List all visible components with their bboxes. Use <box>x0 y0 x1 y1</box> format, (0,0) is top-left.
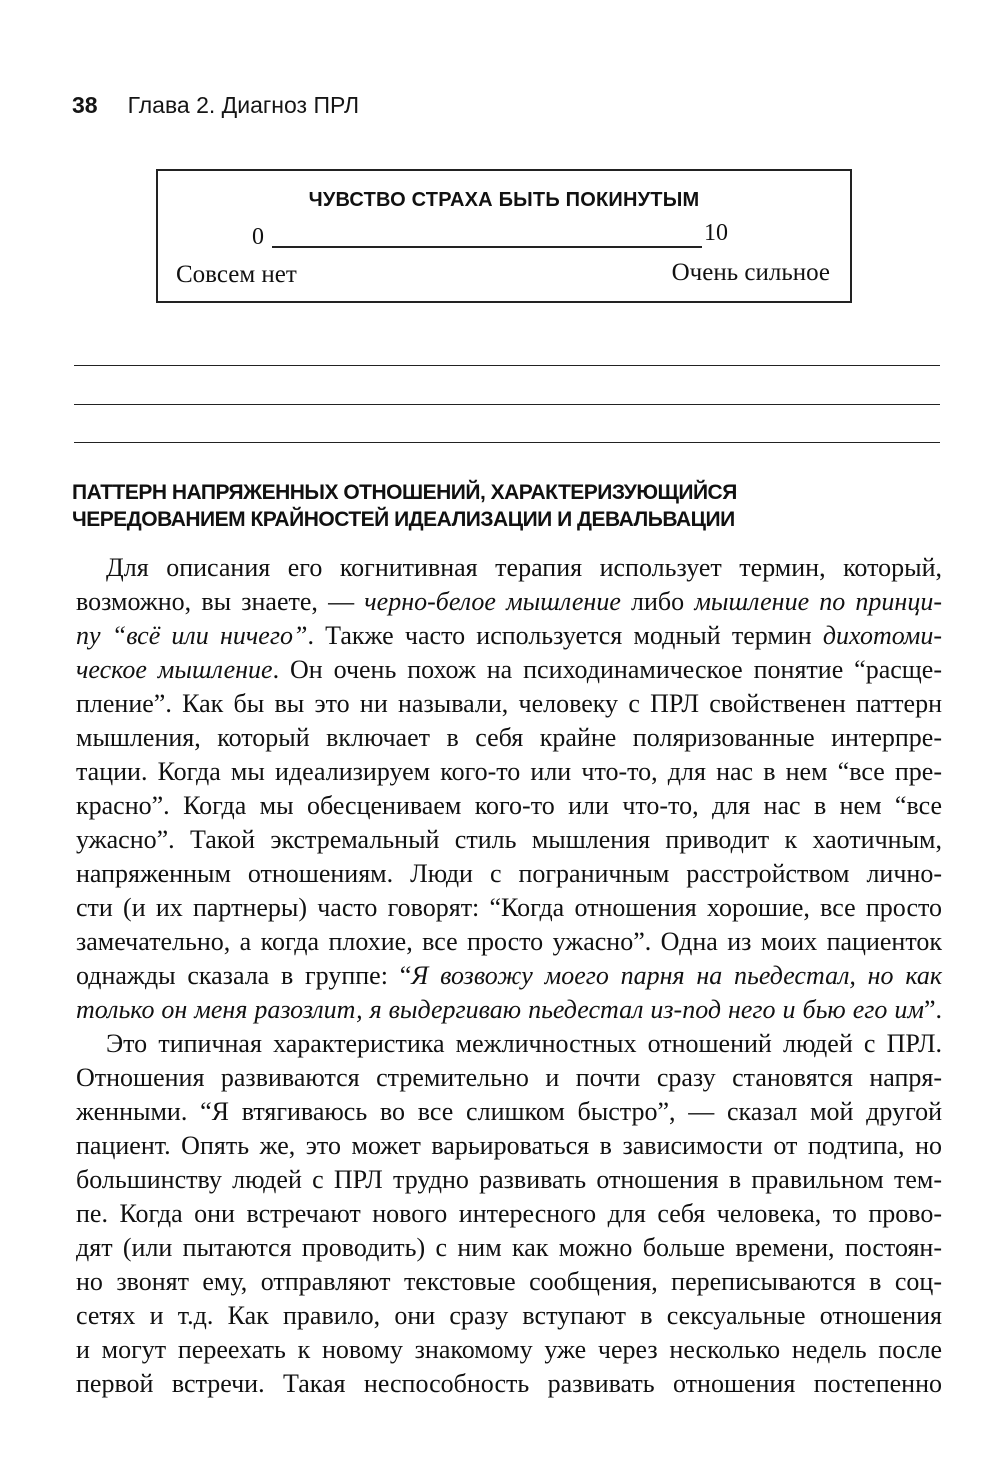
section-heading-line: ЧЕРЕДОВАНИЕМ КРАЙНОСТЕЙ ИДЕАЛИЗАЦИИ И ДЕВАЛЬВАЦИИ <box>72 508 735 531</box>
italic-term: ческое мышление <box>76 655 273 684</box>
writing-line <box>74 365 940 366</box>
text-line: только он меня разозлит, я выдергиваю пьедестал из-под него и бью его им”. <box>76 995 942 1024</box>
text-line: женными. “Я втягиваюсь во все слишком быстро”, — сказал мой другой <box>76 1097 942 1126</box>
text-line: замечательно, а когда плохие, все просто ужасно”. Одна из моих пациенток <box>76 927 942 956</box>
text-line: тации. Когда мы идеализируем кого-то или что-то, для нас в нем “все пре- <box>76 757 942 786</box>
section-heading-line: ПАТТЕРН НАПРЯЖЕННЫХ ОТНОШЕНИЙ, ХАРАКТЕРИЗУЮЩИЙСЯ <box>72 481 737 504</box>
italic-term: мышление по принци- <box>694 587 942 616</box>
writing-line <box>74 404 940 405</box>
scale-max-label: Очень сильное <box>671 259 830 286</box>
text-line: однажды сказала в группе: “Я возвожу моего парня на пьедестал, но как <box>76 961 942 990</box>
italic-term: дихотоми- <box>822 621 942 650</box>
running-head <box>72 92 359 119</box>
italic-term: черно-белое мышление <box>364 587 621 616</box>
italic-quote: Я возвожу моего парня на пьедестал, но как <box>411 961 942 990</box>
page-number: 38 <box>72 92 98 118</box>
text-line: пе. Когда они встречают нового интересного для себя человека, то прово- <box>76 1199 942 1228</box>
section-heading <box>72 479 932 533</box>
italic-term: пу “всё или ничего” <box>76 621 308 650</box>
text-line: дят (или пытаются проводить) с ним как можно больше времени, постоян- <box>76 1233 942 1262</box>
writing-line <box>74 442 940 443</box>
text-line: мышления, который включает в себя крайне поляризованные интерпре- <box>76 723 942 752</box>
text-line: Для описания его когнитивная терапия использует термин, который, <box>106 553 942 582</box>
chapter-title: Глава 2. Диагноз ПРЛ <box>127 92 360 118</box>
scale-line <box>272 246 702 248</box>
text-line: Это типичная характеристика межличностных отношений людей с ПРЛ. <box>106 1029 942 1058</box>
text-line: напряженным отношениям. Люди с пограничным расстройством лично- <box>76 859 942 888</box>
text-line: первой встречи. Такая неспособность развивать отношения постепенно <box>76 1369 942 1398</box>
text-line: большинству людей с ПРЛ трудно развивать отношения в правильном тем- <box>76 1165 942 1194</box>
italic-quote: только он меня разозлит, я выдергиваю пьедестал из-под него и бью его им <box>76 995 924 1024</box>
text-line: возможно, вы знаете, — черно-белое мышление либо мышление по принци- <box>76 587 942 616</box>
text-line: сетях и т.д. Как правило, они сразу вступают в сексуальные отношения <box>76 1301 942 1330</box>
scale-min-value: 0 <box>252 224 264 250</box>
text-line: красно”. Когда мы обесцениваем кого-то или что-то, для нас в нем “все <box>76 791 942 820</box>
text-line: пациент. Опять же, это может варьироваться в зависимости от подтипа, но <box>76 1131 942 1160</box>
scale-min-label: Совсем нет <box>176 261 297 288</box>
scale-title: ЧУВСТВО СТРАХА БЫТЬ ПОКИНУТЫМ <box>308 189 700 211</box>
text-line: пу “всё или ничего”. Также часто используется модный термин дихотоми- <box>76 621 942 650</box>
text-line: но звонят ему, отправляют текстовые сообщения, переписываются в соц- <box>76 1267 942 1296</box>
scale-max-value: 10 <box>704 220 728 246</box>
text-line: пление”. Как бы вы это ни называли, человеку с ПРЛ свойственен паттерн <box>76 689 942 718</box>
text-line: сти (и их партнеры) часто говорят: “Когда отношения хорошие, все просто <box>76 893 942 922</box>
text-line: и могут переехать к новому знакомому уже через несколько недель после <box>76 1335 942 1364</box>
text-line: Отношения развиваются стремительно и почти сразу становятся напря- <box>76 1063 942 1092</box>
rating-scale-box <box>156 169 852 303</box>
text-line: ческое мышление. Он очень похож на психодинамическое понятие “расще- <box>76 655 942 684</box>
text-line: ужасно”. Такой экстремальный стиль мышления приводит к хаотичным, <box>76 825 942 854</box>
